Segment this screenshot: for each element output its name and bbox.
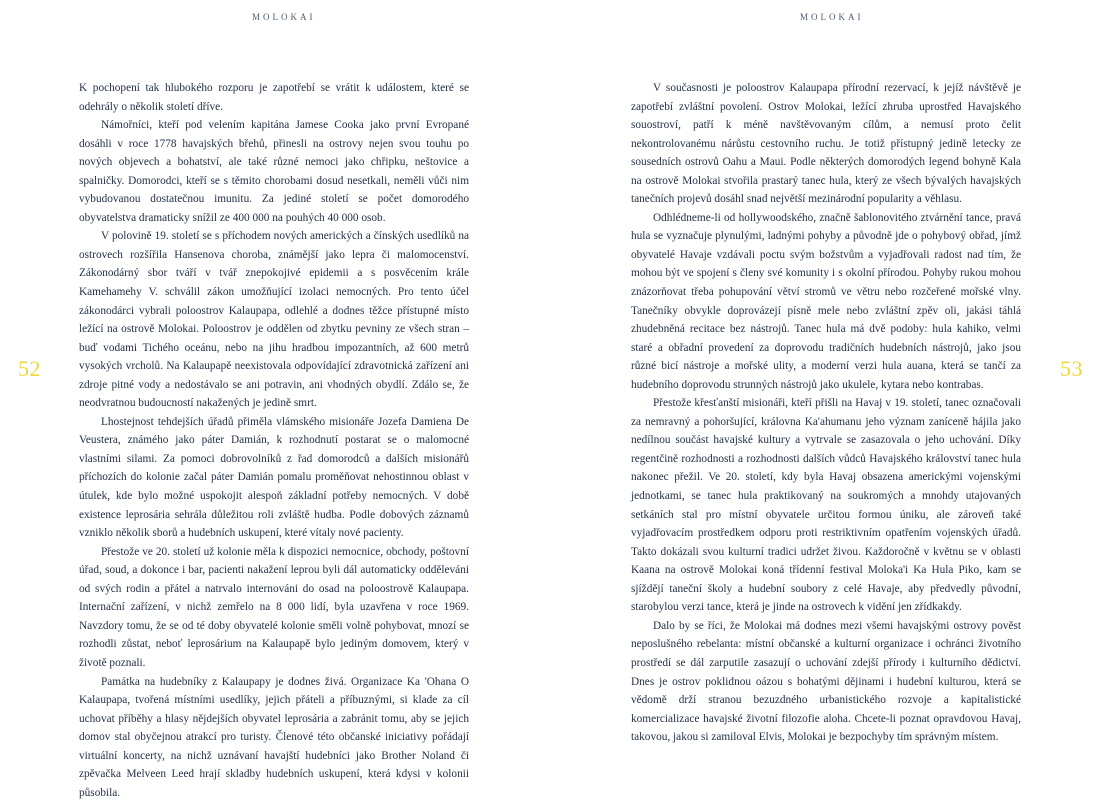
paragraph: V polovině 19. století se s příchodem nových amerických a čínských usedlíků na ostrovech rozšířila Hansenova choroba, známější jako lepra či malomocenství. Zákonodárný sbor tváří v tvář znepokojivé epidemii a s posvěcením krále Kamehamehy V. schválil zákon umožňující izolaci nemocných. Pro tento účel zákonodárci vybrali poloostrov Kalaupapa, odlehlé a dodnes těžce přístupné místo ležící na ostrově Molokai. Poloostrov je oddělen od zbytku pevniny ze všech stran – buď vodami Tichého oceánu, nebo na jihu hradbou impozantních, až 600 metrů vysokých vrcholů. Na Kalaupapě neexistovala odpovídající zdravotnická zařízení ani zdroje pitné vody a nedostávalo se ani potravin, ani vhodných obydlí. Zdálo se, že neodvratnou budoucností nakažených je jedině smrt. [79, 227, 469, 412]
right-page [550, 0, 1100, 776]
paragraph: K pochopení tak hlubokého rozporu je zapotřebí se vrátit k událostem, které se odehrály o několik století dříve. [79, 79, 469, 116]
paragraph: Dalo by se říci, že Molokai má dodnes mezi všemi havajskými ostrovy pověst neposlušného rebelanta: místní občanské a kulturní organizace i ochránci životního prostředí se dál zarputile zasazují o uchování zdejší přírody i kulturního dědictví. Dnes je ostrov poklidnou oázou s bohatými dějinami i hudební kulturou, která se vědomě drží stranou bezuzdného urbanistického rozvoje a kapitalistické komercializace havajské životní filozofie aloha. Chcete-li poznat opravdovou Havaj, takovou, jakou si zamiloval Elvis, Molokai je bezpochyby tím správným místem. [631, 617, 1021, 747]
body-text [79, 79, 469, 802]
paragraph: Odhlédneme-li od hollywoodského, značně šablonovitého ztvárnění tance, pravá hula se vyznačuje plynulými, ladnými pohyby a původně jde o pohybový obřad, jímž obyvatelé Havaje vzdávali poctu svým božstvům a vyjadřovali radost nad tím, že mohou být ve spojení s členy své komunity i s okolní přírodou. Pohyby rukou mohou znázorňovat třeba pohupování větví stromů ve větru nebo rozčeřené mořské vlny. Tanečníky obvykle doprovázejí písně mele nebo zvláštní zpěv oli, jakási táhlá zhudebněná recitace bez nástrojů. Tanec hula má dvě podoby: hula kahiko, velmi staré a obřadní provedení za doprovodu tradičních hudebních nástrojů, jako jsou různé bicí nástroje a mořské ulity, a moderní verzi hula auana, která se tančí za hudebního doprovodu strunných nástrojů jako ukulele, kytara nebo kontrabas. [631, 209, 1021, 394]
page-number: 53 [1060, 356, 1083, 382]
paragraph: Lhostejnost tehdejších úřadů přiměla vlámského misionáře Jozefa Damiena De Veustera, známého jako páter Damián, k rozhodnutí postarat se o malomocné vlastními silami. Za pomoci dobrovolníků z řad domorodců a dalších misionářů příchozích do kolonie začal páter Damián pomalu proměňovat nehostinnou oblast v útulek, kde bylo možné uspokojit alespoň základní potřeby nemocných. V době existence leprosária sehrála důležitou roli zvláště hudba. Podle dobových záznamů vzniklo několik sborů a hudebních uskupení, které vítaly nové pacienty. [79, 413, 469, 543]
body-text [631, 79, 1021, 747]
paragraph: Přestože ve 20. století už kolonie měla k dispozici nemocnice, obchody, poštovní úřad, soud, a dokonce i bar, pacienti nakažení leprou byli dál automaticky odděleváni od svých rodin a přátel a natrvalo internováni do osad na poloostrově Kalaupapa. Internační zařízení, v nichž zemřelo na 8 000 lidí, byla uzavřena v roce 1969. Navzdory tomu, že se od té doby obyvatelé kolonie směli volně pohybovat, mnozí se rozhodli zůstat, neboť leprosárium na Kalaupapě bylo jediným domovem, který v životě poznali. [79, 543, 469, 673]
left-page [0, 0, 550, 776]
running-head: MOLOKAI [800, 12, 864, 22]
paragraph: Přestože křesťanští misionáři, kteří přišli na Havaj v 19. století, tanec označovali za nemravný a pohoršující, královna Ka'ahumanu jeho význam zaníceně hájila jako nedílnou součást havajské kultury a vytrvale se zasazovala o jeho uchování. Díky regentčině rozhodnosti a rozhodnosti dalších vůdců Havajského království tanec hula nakonec přežil. Ve 20. století, kdy byla Havaj obsazena americkými vojenskými jednotkami, se tanec hula praktikovaný na soukromých a mnohdy utajovaných setkáních stal pro místní obyvatele určitou formou úniku, ale zároveň také vyjadřovacím prostředkem odporu proti restriktivním opatřením vojenských úřadů. Takto dokázali svou kulturní tradici udržet živou. Každoročně v květnu se v oblasti Kaana na ostrově Molokai koná třídenní festival Moloka'i Ka Hula Piko, kam se sjíždějí taneční školy a hudební soubory z celé Havaje, aby předvedly původní, starobylou verzi tance, která je jinde na ostrovech k vidění jen zřídkakdy. [631, 394, 1021, 617]
page-number: 52 [18, 356, 41, 382]
paragraph: Památka na hudebníky z Kalaupapy je dodnes živá. Organizace Ka 'Ohana O Kalaupapa, tvořená místními usedlíky, jejich přáteli a příbuznými, si klade za cíl uchovat příběhy a hlasy nějdejších obyvatel leprosária a zabránit tomu, aby se jejich domov stal obyčejnou atrakcí pro turisty. Členové této občanské iniciativy pořádají virtuální koncerty, na nichž uznávaní havajští hudebníci jako Brother Noland či zpěvačka Melveen Leed hrají skladby hudebních uskupení, která kdysi v kolonii působila. [79, 673, 469, 802]
paragraph: V současnosti je poloostrov Kalaupapa přírodní rezervací, k jejíž návštěvě je zapotřebí zvláštní povolení. Ostrov Molokai, ležící zhruba uprostřed Havajského souostroví, patří k méně navštěvovaným cílům, a nemusí proto čelit nekontrolovanému nárůstu cestovního ruchu. Je totiž přístupný jedině letecky ze sousedních ostrovů Oahu a Maui. Podle některých domorodých legend bohyně Kala na ostrově Molokai stvořila prastarý tanec hula, který ze všech bývalých havajských tanečních projevů dosáhl snad největší mezinárodní popularity a věhlasu. [631, 79, 1021, 209]
running-head: MOLOKAI [252, 12, 316, 22]
paragraph: Námořníci, kteří pod velením kapitána Jamese Cooka jako první Evropané dosáhli v roce 1778 havajských břehů, přinesli na ostrovy nejen svou touhu po nových objevech a bohatství, ale také různé nemoci jako chřipku, neštovice a spalničky. Domorodci, kteří se s těmito chorobami dosud nesetkali, neměli vůči nim vybudovanou dostatečnou imunitu. Za jediné století se počet domorodého obyvatelstva dramaticky snížil ze 400 000 na pouhých 40 000 osob. [79, 116, 469, 227]
